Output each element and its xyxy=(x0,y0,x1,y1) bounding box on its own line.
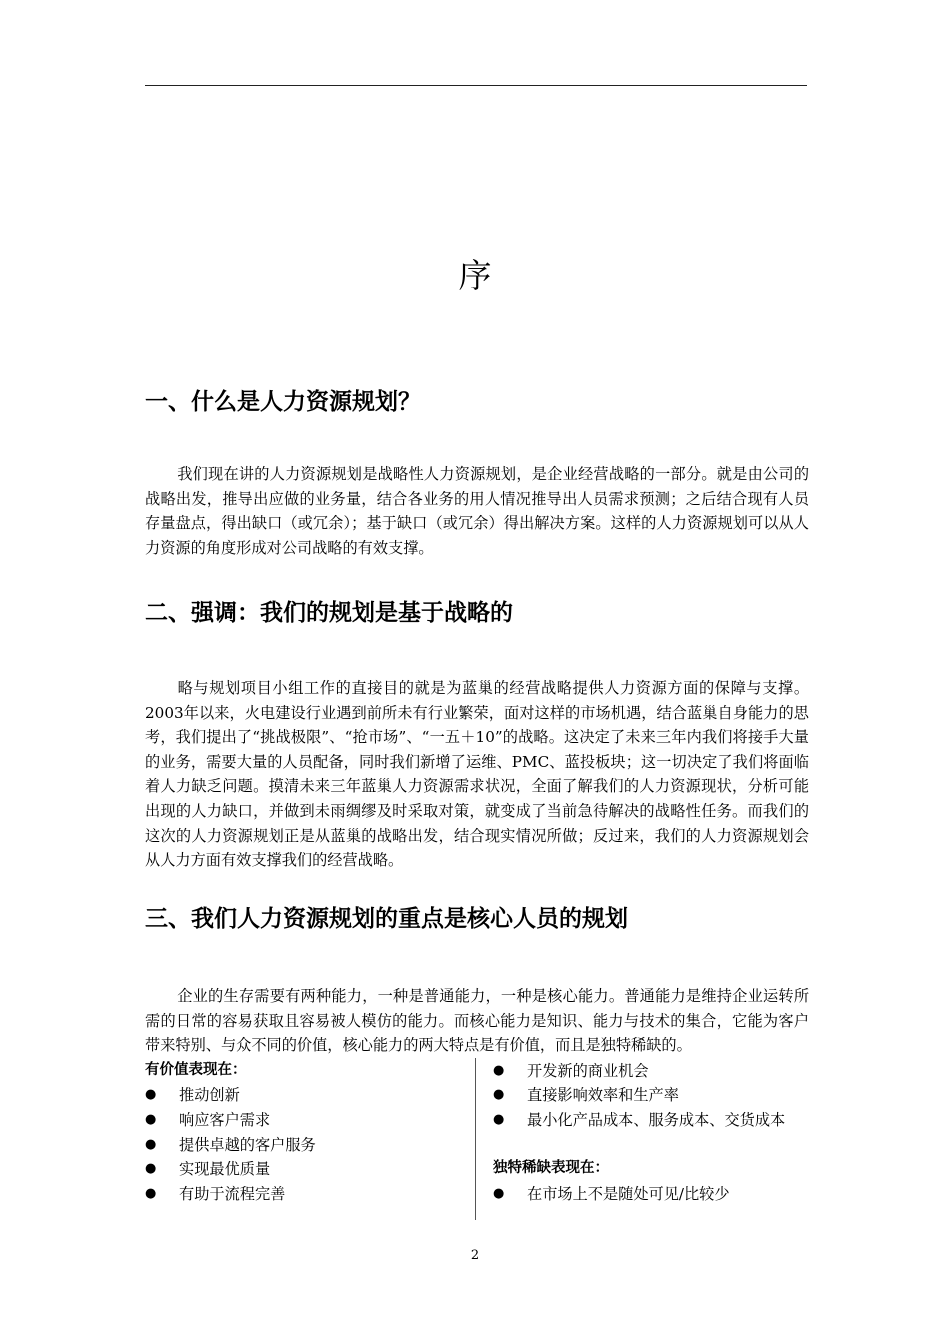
list-item-text: 推动创新 xyxy=(179,1086,240,1105)
list-item-text: 实现最优质量 xyxy=(179,1160,271,1179)
bullet-icon: ● xyxy=(145,1161,157,1177)
list-item xyxy=(493,1107,813,1132)
list-item-text: 有助于流程完善 xyxy=(179,1184,286,1203)
bullet-icon: ● xyxy=(145,1136,157,1152)
section-1-heading: 一、什么是人力资源规划？ xyxy=(145,389,421,415)
section-3-text: 企业的生存需要有两种能力，一种是普通能力，一种是核心能力。普通能力是维持企业运转所需的日常的容易获取且容易被人模仿的能力。而核心能力是知识、能力与技术的集合，它能为客户带来特别、与众不同的价值，核心能力的两大特点是有价值，而且是独特稀缺的。 xyxy=(145,987,809,1055)
section-1-paragraph xyxy=(145,462,809,560)
list-item-text: 在市场上不是随处可见/比较少 xyxy=(527,1184,730,1203)
list-item xyxy=(145,1083,465,1108)
bullet-icon: ● xyxy=(493,1087,505,1103)
list-item xyxy=(145,1181,465,1206)
list-item xyxy=(145,1107,465,1132)
column-divider xyxy=(475,1058,476,1220)
list-item-text: 响应客户需求 xyxy=(179,1110,271,1129)
list-item xyxy=(493,1058,813,1083)
list-item-text: 最小化产品成本、服务成本、交货成本 xyxy=(527,1110,786,1129)
bullet-icon: ● xyxy=(145,1087,157,1103)
scarce-column xyxy=(493,1058,813,1206)
page-number: 2 xyxy=(470,1248,480,1263)
list-item xyxy=(493,1181,813,1206)
section-1-text: 我们现在讲的人力资源规划是战略性人力资源规划，是企业经营战略的一部分。就是由公司的战略出发，推导出应做的业务量，结合各业务的用人情况推导出人员需求预测；之后结合现有人员存量盘点，得出缺口（或冗余）；基于缺口（或冗余）得出解决方案。这样的人力资源规划可以从人力资源的角度形成对公司战略的有效支撑。 xyxy=(145,465,809,557)
list-item-text: 直接影响效率和生产率 xyxy=(527,1086,679,1105)
page-title: 序 xyxy=(458,256,492,295)
bullet-icon: ● xyxy=(493,1111,505,1127)
value-column xyxy=(145,1058,465,1206)
section-2-text: 略与规划项目小组工作的直接目的就是为蓝巢的经营战略提供人力资源方面的保障与支撑。2003年以来，火电建设行业遇到前所未有行业繁荣，面对这样的市场机遇，结合蓝巢自身能力的思考，我们提出了“挑战极限”、“抢市场”、“一五＋10”的战略。这决定了未来三年内我们将接手大量的业务，需要大量的人员配备，同时我们新增了运维、PMC、蓝投板块；这一切决定了我们将面临着人力缺乏问题。摸清未来三年蓝巢人力资源需求状况，全面了解我们的人力资源现状，分析可能出现的人力缺口，并做到未雨绸缪及时采取对策，就变成了当前急待解决的战略性任务。而我们的这次的人力资源规划正是从蓝巢的战略出发，结合现实情况所做；反过来，我们的人力资源规划会从人力方面有效支撑我们的经营战略。 xyxy=(145,679,809,870)
list-item-text: 开发新的商业机会 xyxy=(527,1061,649,1080)
header-rule xyxy=(145,85,807,86)
bullet-icon: ● xyxy=(493,1062,505,1078)
section-3-heading: 三、我们人力资源规划的重点是核心人员的规划 xyxy=(145,906,628,932)
bullet-icon: ● xyxy=(145,1185,157,1201)
bullet-icon: ● xyxy=(493,1185,505,1201)
spacer xyxy=(493,1132,813,1157)
section-2-paragraph xyxy=(145,676,809,873)
section-2-heading: 二、强调：我们的规划是基于战略的 xyxy=(145,600,513,626)
section-3-paragraph xyxy=(145,984,809,1058)
list-item xyxy=(145,1156,465,1181)
list-item xyxy=(493,1083,813,1108)
bullet-icon: ● xyxy=(145,1111,157,1127)
list-item xyxy=(145,1132,465,1157)
scarce-heading: 独特稀缺表现在： xyxy=(493,1160,609,1177)
value-heading: 有价值表现在： xyxy=(145,1062,247,1078)
list-item-text: 提供卓越的客户服务 xyxy=(179,1135,316,1154)
